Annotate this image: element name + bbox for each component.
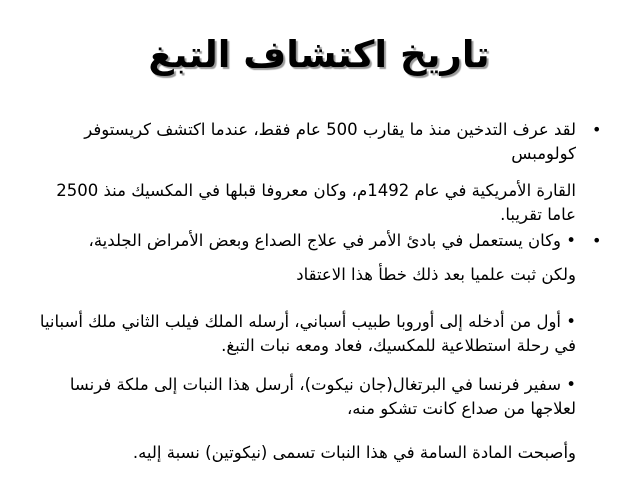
text-line-2: كولومبس	[511, 144, 576, 163]
text-line-11: وأصبحت المادة السامة في هذا النبات تسمى (نيكوتين) نسبة إليه.	[132, 443, 576, 462]
bullet-marker-2: •	[592, 231, 602, 250]
text-line-3: القارة الأمريكية في عام 1492م، وكان معروفا قبلها في المكسيك منذ 2500	[56, 181, 576, 200]
text-line-7: • أول من أدخله إلى أوروبا طبيب أسباني، أرسله الملك فيلب الثاني ملك أسبانيا	[39, 312, 576, 331]
text-line-5: • وكان يستعمل في بادئ الأمر في علاج الصداع وبعض الأمراض الجلدية،	[88, 231, 576, 250]
text-line-8: في رحلة استطلاعية للمكسيك، فعاد ومعه نبات التبغ.	[221, 336, 576, 355]
text-line-6: ولكن ثبت علميا بعد ذلك خطأ هذا الاعتقاد	[296, 265, 576, 284]
bullet-marker-1: •	[592, 120, 602, 139]
slide-title: تاريخ اكتشاف التبغ	[148, 33, 490, 76]
text-line-1: لقد عرف التدخين منذ ما يقارب 500 عام فقط، عندما اكتشف كريستوفر	[84, 120, 576, 139]
text-line-4: عاما تقريبا.	[500, 205, 576, 224]
text-line-9: • سفير فرنسا في البرتغال(جان نيكوت)، أرسل هذا النبات إلى ملكة فرنسا	[69, 375, 576, 394]
text-line-10: لعلاجها من صداع كانت تشكو منه،	[346, 399, 576, 418]
